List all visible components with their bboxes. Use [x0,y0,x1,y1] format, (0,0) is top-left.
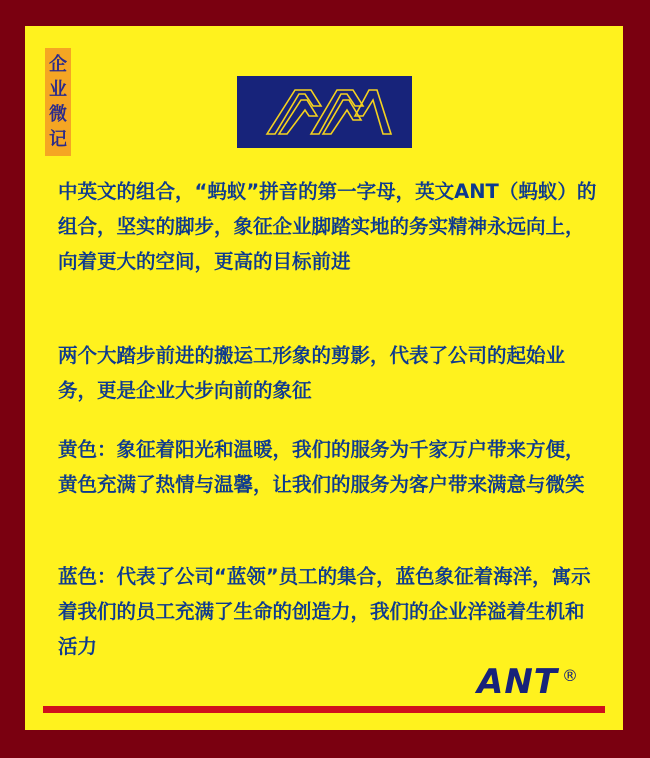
side-tab-char: 业 [49,79,67,100]
side-tab-char: 企 [49,54,67,75]
side-tab-char: 记 [49,129,67,150]
ant-stripes-logo-icon [237,76,412,148]
paragraph-meaning: 中英文的组合，“蚂蚁”拼音的第一字母，英文ANT（蚂蚁）的组合，坚实的脚步，象征企业脚踏实地的务实精神永远向上，向着更大的空间，更高的目标前进 [58,180,597,273]
brand-name: ANT [477,662,558,702]
divider-rule [43,706,605,713]
content-panel [25,26,623,730]
paragraph-silhouette: 两个大踏步前进的搬运工形象的剪影，代表了公司的起始业务，更是企业大步向前的象征 [58,344,566,402]
ant-logo [237,76,412,148]
paragraph-yellow: 黄色：象征着阳光和温暖，我们的服务为千家万户带来方便，黄色充满了热情与温馨，让我们的服务为客户带来满意与微笑 [58,438,585,496]
registered-icon: ® [561,666,578,685]
brand-mark [477,662,578,702]
side-tab-label [45,48,71,156]
side-tab-char: 微 [49,104,67,125]
paragraph-blue: 蓝色：代表了公司“蓝领”员工的集合，蓝色象征着海洋，寓示着我们的员工充满了生命的创造力，我们的企业洋溢着生机和活力 [58,565,591,658]
